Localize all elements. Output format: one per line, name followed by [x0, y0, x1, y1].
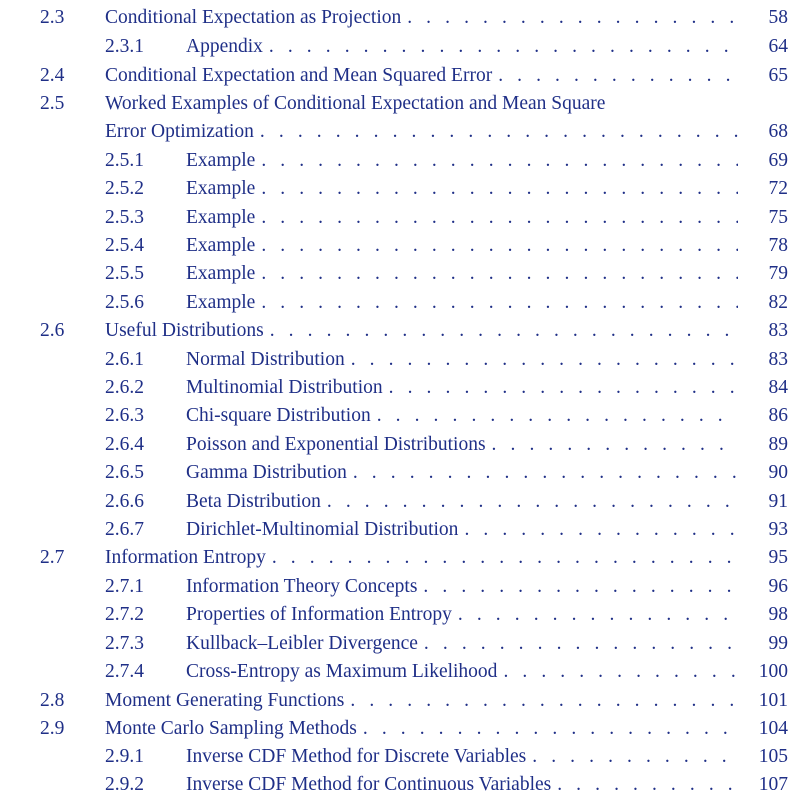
section-title: Worked Examples of Conditional Expectation and Mean Square	[105, 93, 606, 114]
section-number: 2.6.5	[105, 462, 144, 483]
dot-leader	[255, 175, 738, 203]
section-title: Monte Carlo Sampling Methods	[105, 718, 357, 739]
section-number: 2.5.5	[105, 263, 144, 284]
page-number: 107	[758, 774, 788, 795]
dot-leader	[255, 260, 738, 288]
section-number: 2.3	[40, 7, 65, 28]
toc-entry[interactable]	[0, 658, 800, 686]
dot-leader	[255, 232, 738, 260]
toc-entry[interactable]	[0, 630, 800, 658]
toc-entry[interactable]	[0, 232, 800, 260]
section-number: 2.7.2	[105, 604, 144, 625]
toc-entry[interactable]	[0, 175, 800, 203]
dot-leader	[357, 715, 738, 743]
toc-entry[interactable]	[0, 715, 800, 743]
section-number: 2.9.1	[105, 746, 144, 767]
section-number: 2.5.6	[105, 292, 144, 313]
section-number: 2.6.1	[105, 349, 144, 370]
section-number: 2.9	[40, 718, 65, 739]
page-number: 83	[768, 349, 788, 370]
page-number: 93	[768, 519, 788, 540]
toc-entry[interactable]	[0, 374, 800, 402]
page-number: 65	[768, 65, 788, 86]
dot-leader	[347, 459, 738, 487]
section-title: Dirichlet-Multinomial Distribution	[186, 519, 459, 540]
section-title: Useful Distributions	[105, 320, 264, 341]
toc-entry[interactable]	[0, 33, 800, 61]
dot-leader	[266, 544, 738, 572]
section-title: Beta Distribution	[186, 491, 321, 512]
page-number: 105	[758, 746, 788, 767]
section-title: Example	[186, 150, 256, 171]
toc-entry[interactable]	[0, 289, 800, 317]
toc-entry[interactable]	[0, 743, 800, 771]
dot-leader	[345, 346, 738, 374]
section-title: Appendix	[186, 36, 263, 57]
dot-leader	[492, 62, 738, 90]
section-title: Moment Generating Functions	[105, 690, 345, 711]
section-title: Example	[186, 235, 256, 256]
toc-entry[interactable]	[0, 488, 800, 516]
page-number: 89	[768, 434, 788, 455]
toc-entry[interactable]	[0, 147, 800, 175]
toc-entry[interactable]	[0, 402, 800, 430]
dot-leader	[401, 4, 738, 32]
page-number: 75	[768, 207, 788, 228]
dot-leader	[321, 488, 738, 516]
page-number: 100	[758, 661, 788, 682]
toc-entry[interactable]	[0, 90, 800, 118]
page-number: 86	[768, 405, 788, 426]
section-number: 2.6.4	[105, 434, 144, 455]
section-title: Poisson and Exponential Distributions	[186, 434, 486, 455]
section-title: Gamma Distribution	[186, 462, 347, 483]
dot-leader	[344, 687, 738, 715]
dot-leader	[255, 147, 738, 175]
section-number: 2.4	[40, 65, 65, 86]
section-number: 2.3.1	[105, 36, 144, 57]
dot-leader	[452, 601, 738, 629]
section-number: 2.7.3	[105, 633, 144, 654]
page-number: 96	[768, 576, 788, 597]
dot-leader	[255, 204, 738, 232]
section-number: 2.6	[40, 320, 65, 341]
section-number: 2.5.1	[105, 150, 144, 171]
section-number: 2.5.2	[105, 178, 144, 199]
section-title: Multinomial Distribution	[186, 377, 383, 398]
dot-leader	[458, 516, 738, 544]
page-number: 69	[768, 150, 788, 171]
page-number: 90	[768, 462, 788, 483]
section-title: Example	[186, 263, 256, 284]
section-title: Inverse CDF Method for Continuous Variables	[186, 774, 552, 795]
dot-leader	[497, 658, 738, 686]
toc-entry[interactable]	[0, 317, 800, 345]
page-number: 79	[768, 263, 788, 284]
section-title: Example	[186, 292, 256, 313]
section-number: 2.6.6	[105, 491, 144, 512]
page-number: 95	[768, 547, 788, 568]
toc-entry[interactable]	[0, 544, 800, 572]
section-title: Conditional Expectation and Mean Squared Error	[105, 65, 493, 86]
toc-entry[interactable]	[0, 260, 800, 288]
section-title: Example	[186, 178, 256, 199]
section-number: 2.6.7	[105, 519, 144, 540]
section-number: 2.6.3	[105, 405, 144, 426]
section-number: 2.7	[40, 547, 65, 568]
toc-entry[interactable]	[0, 204, 800, 232]
page-number: 72	[768, 178, 788, 199]
page-number: 101	[758, 690, 788, 711]
dot-leader	[255, 289, 738, 317]
dot-leader	[486, 431, 738, 459]
dot-leader	[263, 33, 738, 61]
section-title: Conditional Expectation as Projection	[105, 7, 402, 28]
page-number: 99	[768, 633, 788, 654]
section-number: 2.5.4	[105, 235, 144, 256]
section-title: Cross-Entropy as Maximum Likelihood	[186, 661, 498, 682]
toc-entry[interactable]	[0, 431, 800, 459]
toc-entry[interactable]	[0, 62, 800, 90]
toc-entry-continuation[interactable]	[0, 118, 800, 146]
dot-leader	[551, 771, 738, 799]
section-title: Example	[186, 207, 256, 228]
toc-entry[interactable]	[0, 459, 800, 487]
section-number: 2.7.1	[105, 576, 144, 597]
section-title: Inverse CDF Method for Discrete Variables	[186, 746, 527, 767]
toc-entry[interactable]	[0, 771, 800, 799]
page-number: 84	[768, 377, 788, 398]
dot-leader	[254, 118, 738, 146]
page-number: 82	[768, 292, 788, 313]
toc-entry[interactable]	[0, 687, 800, 715]
section-number: 2.6.2	[105, 377, 144, 398]
section-number: 2.5	[40, 93, 65, 114]
toc-entry[interactable]	[0, 4, 800, 32]
section-title: Information Entropy	[105, 547, 266, 568]
section-title: Information Theory Concepts	[186, 576, 418, 597]
dot-leader	[418, 630, 738, 658]
section-number: 2.5.3	[105, 207, 144, 228]
dot-leader	[264, 317, 738, 345]
dot-leader	[383, 374, 738, 402]
page-number: 64	[768, 36, 788, 57]
dot-leader	[371, 402, 738, 430]
page-number: 104	[758, 718, 788, 739]
page-number: 68	[768, 121, 788, 142]
toc-entry[interactable]	[0, 601, 800, 629]
section-title: Error Optimization	[105, 121, 254, 142]
section-number: 2.8	[40, 690, 65, 711]
section-number: 2.9.2	[105, 774, 144, 795]
page-number: 58	[768, 7, 788, 28]
toc-entry[interactable]	[0, 516, 800, 544]
section-number: 2.7.4	[105, 661, 144, 682]
section-title: Kullback–Leibler Divergence	[186, 633, 418, 654]
toc-entry[interactable]	[0, 573, 800, 601]
page-number: 83	[768, 320, 788, 341]
toc-entry[interactable]	[0, 346, 800, 374]
page-number: 78	[768, 235, 788, 256]
page-number: 91	[768, 491, 788, 512]
section-title: Properties of Information Entropy	[186, 604, 452, 625]
dot-leader	[417, 573, 738, 601]
section-title: Normal Distribution	[186, 349, 345, 370]
page-number: 98	[768, 604, 788, 625]
dot-leader	[526, 743, 738, 771]
section-title: Chi-square Distribution	[186, 405, 371, 426]
